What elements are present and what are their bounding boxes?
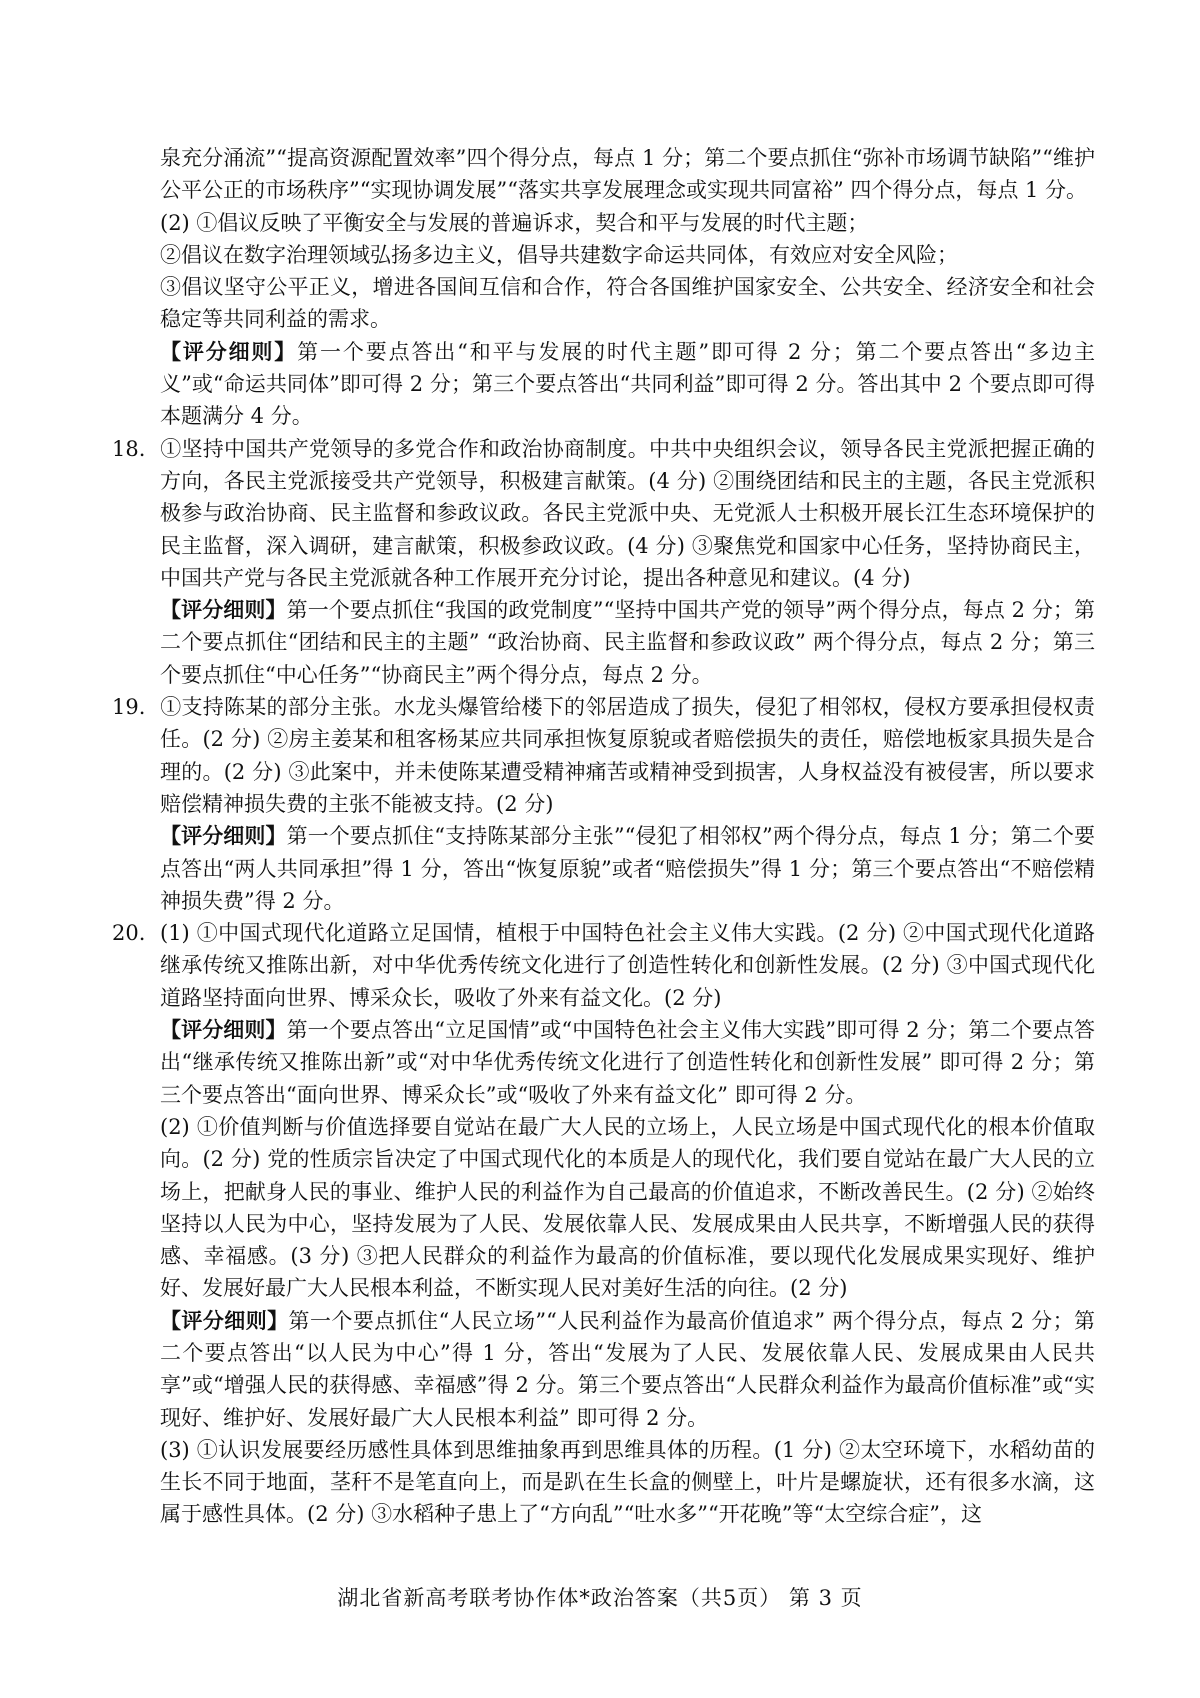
answer-paragraph bbox=[160, 1111, 1095, 1305]
question-number: 19. bbox=[112, 695, 146, 720]
paragraph-text: (3) ①认识发展要经历感性具体到思维抽象再到思维具体的历程。(1 分) ②太空环境下，水稻幼苗的生长不同于地面，茎秆不是笔直向上，而是趴在生长盒的侧壁上，叶片是螺旋状，还有很多水滴，这属于感性具体。(2 分) ③水稻种子患上了“方向乱”“吐水多”“开花晚”等“太空综合症”，这 bbox=[160, 1437, 1095, 1527]
question-number: 20. bbox=[112, 921, 146, 946]
paragraph-text: (2) ①倡议反映了平衡安全与发展的普遍诉求，契合和平与发展的时代主题； bbox=[160, 210, 869, 235]
scoring-rule-text: 第一个要点抓住“支持陈某部分主张”“侵犯了相邻权”两个得分点，每点 1 分；第二个要点答出“两人共同承担”得 1 分，答出“恢复原貌”或者“赔偿损失”得 1 分；第三个要点答出“不赔偿精神损失费”得 2 分。 bbox=[160, 824, 1096, 913]
scoring-rule-text: 第一个要点抓住“人民立场”“人民利益作为最高价值追求” 两个得分点，每点 2 分；第二个要点答出“以人民为中心”得 1 分，答出“发展为了人民、发展依靠人民、发展成果由人民共享”或“增强人民的获得感、幸福感”得 2 分。第三个要点答出“人民群众利益作为最高价值标准”或“实现好、维护好、发展好最广大人民根本利益” 即可得 2 分。 bbox=[160, 1308, 1095, 1430]
scoring-rule-label: 【评分细则】 bbox=[160, 1307, 289, 1333]
scoring-rule-text: 第一个要点抓住“我国的政党制度”“坚持中国共产党的领导”两个得分点，每点 2 分；第二个要点抓住“团结和民主的主题” “政治协商、民主监督和参政议政” 两个得分点，每点 2 分；第三个要点抓住“中心任务”“协商民主”两个得分点，每点 2 分。 bbox=[160, 598, 1096, 687]
paragraph-text: ③倡议坚守公平正义，增进各国间互信和合作，符合各国维护国家安全、公共安全、经济安全和社会稳定等共同利益的需求。 bbox=[160, 275, 1095, 332]
question-answer-text: (1) ①中国式现代化道路立足国情，植根于中国特色社会主义伟大实践。(2 分) ②中国式现代化道路继承传统又推陈出新，对中华优秀传统文化进行了创造性转化和创新性发展。(2 分) ③中国式现代化道路坚持面向世界、博采众长，吸收了外来有益文化。(2 分) bbox=[160, 921, 1095, 1010]
scoring-rule-label: 【评分细则】 bbox=[160, 338, 298, 364]
scoring-rule bbox=[160, 1014, 1095, 1111]
answer-paragraph bbox=[160, 142, 1095, 207]
answer-paragraph bbox=[160, 239, 1095, 271]
paragraph-text: (2) ①价值判断与价值选择要自觉站在最广大人民的立场上，人民立场是中国式现代化的根本价值取向。(2 分) 党的性质宗旨决定了中国式现代化的本质是人的现代化，我们要自觉站在最广大人民的立场上，把献身人民的事业、维护人民的利益作为自己最高的价值追求，不断改善民生。(2 分) ②始终坚持以人民为中心，坚持发展为了人民、发展依靠人民、发展成果由人民共享，不断增强人民的获得感、幸福感。(3 分) ③把人民群众的利益作为最高的价值标准，要以现代化发展成果实现好、维护好、发展好最广大人民根本利益，不断实现人民对美好生活的向往。(2 分) bbox=[160, 1114, 1095, 1301]
scoring-rule-label: 【评分细则】 bbox=[160, 823, 287, 849]
scoring-rule bbox=[160, 594, 1095, 691]
page-footer: 湖北省新高考联考协作体*政治答案（共5页） 第 3 页 bbox=[337, 1586, 863, 1610]
scoring-rule-label: 【评分细则】 bbox=[160, 597, 287, 623]
answer-paragraph bbox=[160, 1434, 1095, 1531]
answer-content bbox=[112, 142, 1096, 1531]
answer-paragraph bbox=[160, 207, 1095, 239]
scoring-rule-text: 第一个要点答出“立足国情”或“中国特色社会主义伟大实践”即可得 2 分；第二个要点答出“继承传统又推陈出新”或“对中华优秀传统文化进行了创造性转化和创新性发展” 即可得 2 分；第三个要点答出“面向世界、博采众长”或“吸收了外来有益文化” 即可得 2 分。 bbox=[160, 1018, 1096, 1107]
question-answer bbox=[112, 433, 1095, 594]
question-answer bbox=[112, 691, 1095, 820]
scoring-rule bbox=[160, 336, 1095, 433]
scoring-rule bbox=[160, 820, 1095, 917]
scoring-rule bbox=[160, 1305, 1095, 1434]
paragraph-text: ②倡议在数字治理领域弘扬多边主义，倡导共建数字命运共同体，有效应对安全风险； bbox=[160, 242, 958, 267]
answer-paragraph bbox=[160, 271, 1095, 336]
scoring-rule-text: 第一个要点答出“和平与发展的时代主题”即可得 2 分；第二个要点答出“多边主义”或“命运共同体”即可得 2 分；第三个要点答出“共同利益”即可得 2 分。答出其中 2 个要点即可得本题满分 4 分。 bbox=[160, 339, 1095, 429]
scoring-rule-label: 【评分细则】 bbox=[160, 1017, 287, 1043]
question-answer-text: ①坚持中国共产党领导的多党合作和政治协商制度。中共中央组织会议，领导各民主党派把握正确的方向，各民主党派接受共产党领导，积极建言献策。(4 分) ②围绕团结和民主的主题，各民主党派积极参与政治协商、民主监督和参政议政。各民主党派中央、无党派人士积极开展长江生态环境保护的民主监督，深入调研，建言献策，积极参政议政。(4 分) ③聚焦党和国家中心任务，坚持协商民主，中国共产党与各民主党派就各种工作展开充分讨论，提出各种意见和建议。(4 分) bbox=[160, 436, 1095, 590]
paragraph-text: 泉充分涌流”“提高资源配置效率”四个得分点，每点 1 分；第二个要点抓住“弥补市场调节缺陷”“维护公平公正的市场秩序”“实现协调发展”“落实共享发展理念或实现共同富裕” 四个得分点，每点 1 分。 bbox=[160, 146, 1095, 203]
question-answer bbox=[112, 917, 1095, 1014]
question-number: 18. bbox=[112, 436, 146, 461]
question-answer-text: ①支持陈某的部分主张。水龙头爆管给楼下的邻居造成了损失，侵犯了相邻权，侵权方要承担侵权责任。(2 分) ②房主姜某和租客杨某应共同承担恢复原貌或者赔偿损失的责任，赔偿地板家具损失是合理的。(2 分) ③此案中，并未使陈某遭受精神痛苦或精神受到损害，人身权益没有被侵害，所以要求赔偿精神损失费的主张不能被支持。(2 分) bbox=[160, 695, 1095, 816]
